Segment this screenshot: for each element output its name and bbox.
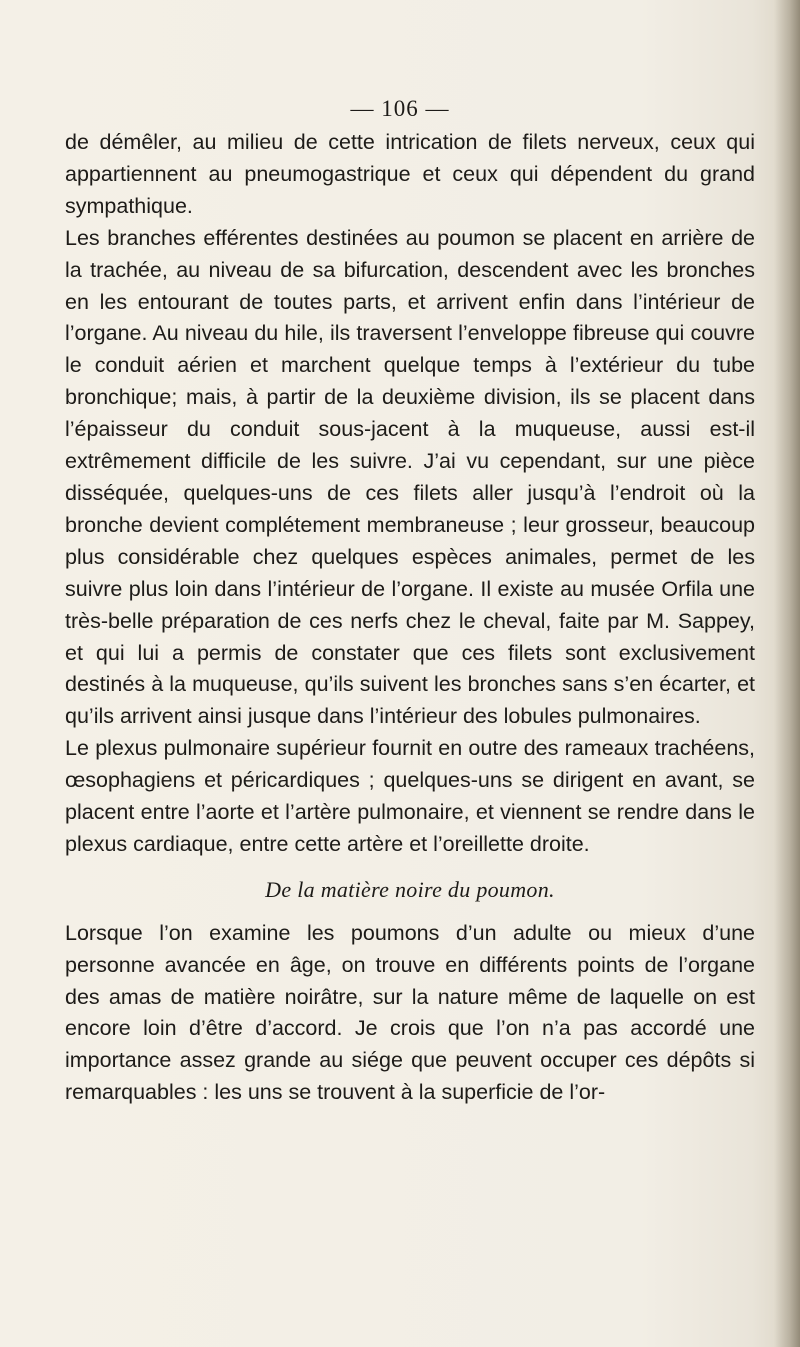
paragraph-continuation: de démêler, au milieu de cette intrication de filets nerveux, ceux qui appartiennent au pneumogastrique et ceux qui dépendent du grand sympathique. [65, 130, 755, 218]
section-title: De la matière noire du poumon. [265, 876, 555, 902]
page-text [65, 127, 755, 1109]
paragraph-pulmonary-plexus: Le plexus pulmonaire supérieur fournit en outre des rameaux trachéens, œsophagiens et péricardiques ; quelques-uns se dirigent en avant, se placent entre l’aorte et l’artère pulmonaire, et viennent se rendre dans le plexus cardiaque, entre cette artère et l’oreillette droite. [65, 736, 755, 856]
page-number: — 106 — [350, 96, 450, 121]
paragraph-efferent-branches: Les branches efférentes destinées au poumon se placent en arrière de la trachée, au niveau de sa bifurcation, descendent avec les bronches en les entourant de toutes parts, et arrivent enfin dans l’intérieur de l’organe. Au niveau du hile, ils traversent l’enveloppe fibreuse qui couvre le conduit aérien et marchent quelque temps à l’extérieur du tube bronchique; mais, à partir de la deuxième division, ils se placent dans l’épaisseur du conduit sous-jacent à la muqueuse, aussi est-il extrêmement difficile de les suivre. J’ai vu cependant, sur une pièce disséquée, quelques-uns de ces filets aller jusqu’à l’endroit où la bronche devient complétement membraneuse ; leur grosseur, beaucoup plus considérable chez quelques espèces animales, permet de les suivre plus loin dans l’intérieur de l’organe. Il existe au musée Orfila une très-belle préparation de ces nerfs chez le cheval, faite par M. Sappey, et qui lui a permis de constater que ces filets sont exclusivement destinés à la muqueuse, qu’ils suivent les bronches sans s’en écarter, et qu’ils arrivent ainsi jusque dans l’intérieur des lobules pulmonaires. [65, 225, 755, 729]
page-edge-shadow [774, 0, 800, 1347]
paragraph-black-matter: Lorsque l’on examine les poumons d’un adulte ou mieux d’une personne avancée en âge, on trouve en différents points de l’organe des amas de matière noirâtre, sur la nature même de laquelle on est encore loin d’être d’accord. Je crois que l’on n’a pas accordé une importance assez grande au siége que peuvent occuper ces dépôts si remarquables : les uns se trouvent à la superficie de l’or- [65, 920, 755, 1105]
